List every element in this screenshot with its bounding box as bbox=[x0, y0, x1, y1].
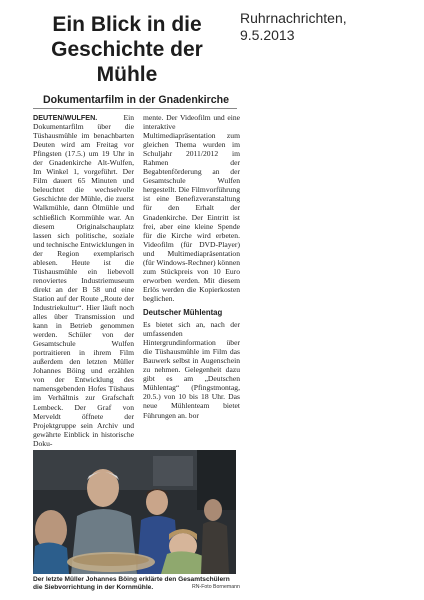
dateline: DEUTEN/WULFEN. bbox=[33, 113, 98, 122]
photo-caption: Der letzte Müller Johannes Böing erklärte den Gesamtschülern die Siebvorrichtung in der Kornmühle. bbox=[33, 576, 230, 591]
photo-illustration bbox=[33, 450, 236, 574]
publication-name: Ruhrnachrichten, bbox=[240, 10, 347, 26]
headline-line-2: Geschichte der bbox=[51, 38, 203, 61]
source-note bbox=[240, 10, 420, 44]
article-body-col2-part2: Es bietet sich an, nach der umfassenden Hintergrundinformation über die Tüshausmühle im Film das Bauwerk selbst in Augenschein zu nehmen. Gelegenheit dazu gibt es am „Deutschen Mühlentag“ (Pfingstmontag, 20.5.) von 10 bis 18 Uhr. Das neue Mühlenteam bietet Führungen an. bor bbox=[143, 320, 240, 420]
headline-line-1: Ein Blick in die bbox=[52, 13, 202, 36]
article-column-2 bbox=[143, 113, 240, 420]
article-body-col2-part1: mente. Der Videofilm und eine interaktive Multimediapräsentation zum gleichen Thema wurden im Schuljahr 2011/2012 im Rahmen der Begabtenförderung an der Gesamtschule Wulfen hergestellt. Die Filmvorführung ist eine Benefizveranstaltung für den Erhalt der Gnadenkirche. Der Eintritt ist frei, aber eine kleine Spende für die Kirche wird erbeten. Videofilm (für DVD-Player) und Multimediapräsentation (für Windows-Rechner) können zum Stückpreis von 10 Euro erworben werden. Mit diesem Erlös werden die Kopierkosten beglichen. bbox=[143, 113, 240, 303]
subheadline: Dokumentarfilm in der Gnadenkirche bbox=[42, 94, 230, 106]
publication-date: 9.5.2013 bbox=[240, 27, 295, 43]
section-subheading: Deutscher Mühlentag bbox=[143, 307, 223, 317]
photo-credit: RN-Foto Bornemann bbox=[192, 584, 240, 590]
headline bbox=[30, 12, 224, 87]
article-column-1 bbox=[33, 113, 134, 448]
subheadline-rule bbox=[33, 108, 237, 109]
article-photo bbox=[33, 450, 236, 574]
article-body-col1: Ein Dokumentarfilm über die Tüshausmühle im benachbarten Deuten wird am Freitag vor Pfingsten (17.5.) um 19 Uhr in der Gnadenkirche Alt-Wulfen, Im Winkel 1, vorgeführt. Der Film dauert 65 Minuten und beleuchtet die wechselvolle Geschichte der Mühle, die zuerst Walkmühle, dann Ölmühle und schließlich Kornmühle war. An diesem Originalschauplatz lassen sich politische, soziale und technische Entwicklungen in der Region exemplarisch ablesen. Heute ist die Tüshausmühle ein liebevoll renoviertes Industriemuseum direkt an der B 58 und eine Station auf der Route „Route der Industriekultur“. Hier läuft noch alles über Transmission und kann in Betrieb genommen werden. Schüler von der Gesamtschule Wulfen portraitieren in ihrem Film außerdem den letzten Müller Johannes Böing und erzählen von der Entwicklung des namensgebenden Hofes Tüshaus im Verhältnis zur Grafschaft Lembeck. Der Graf von Merveldt öffnete der Projektgruppe sein Archiv und gewährte Einblick in historische Doku- bbox=[33, 113, 135, 448]
headline-line-3: Mühle bbox=[96, 63, 158, 86]
